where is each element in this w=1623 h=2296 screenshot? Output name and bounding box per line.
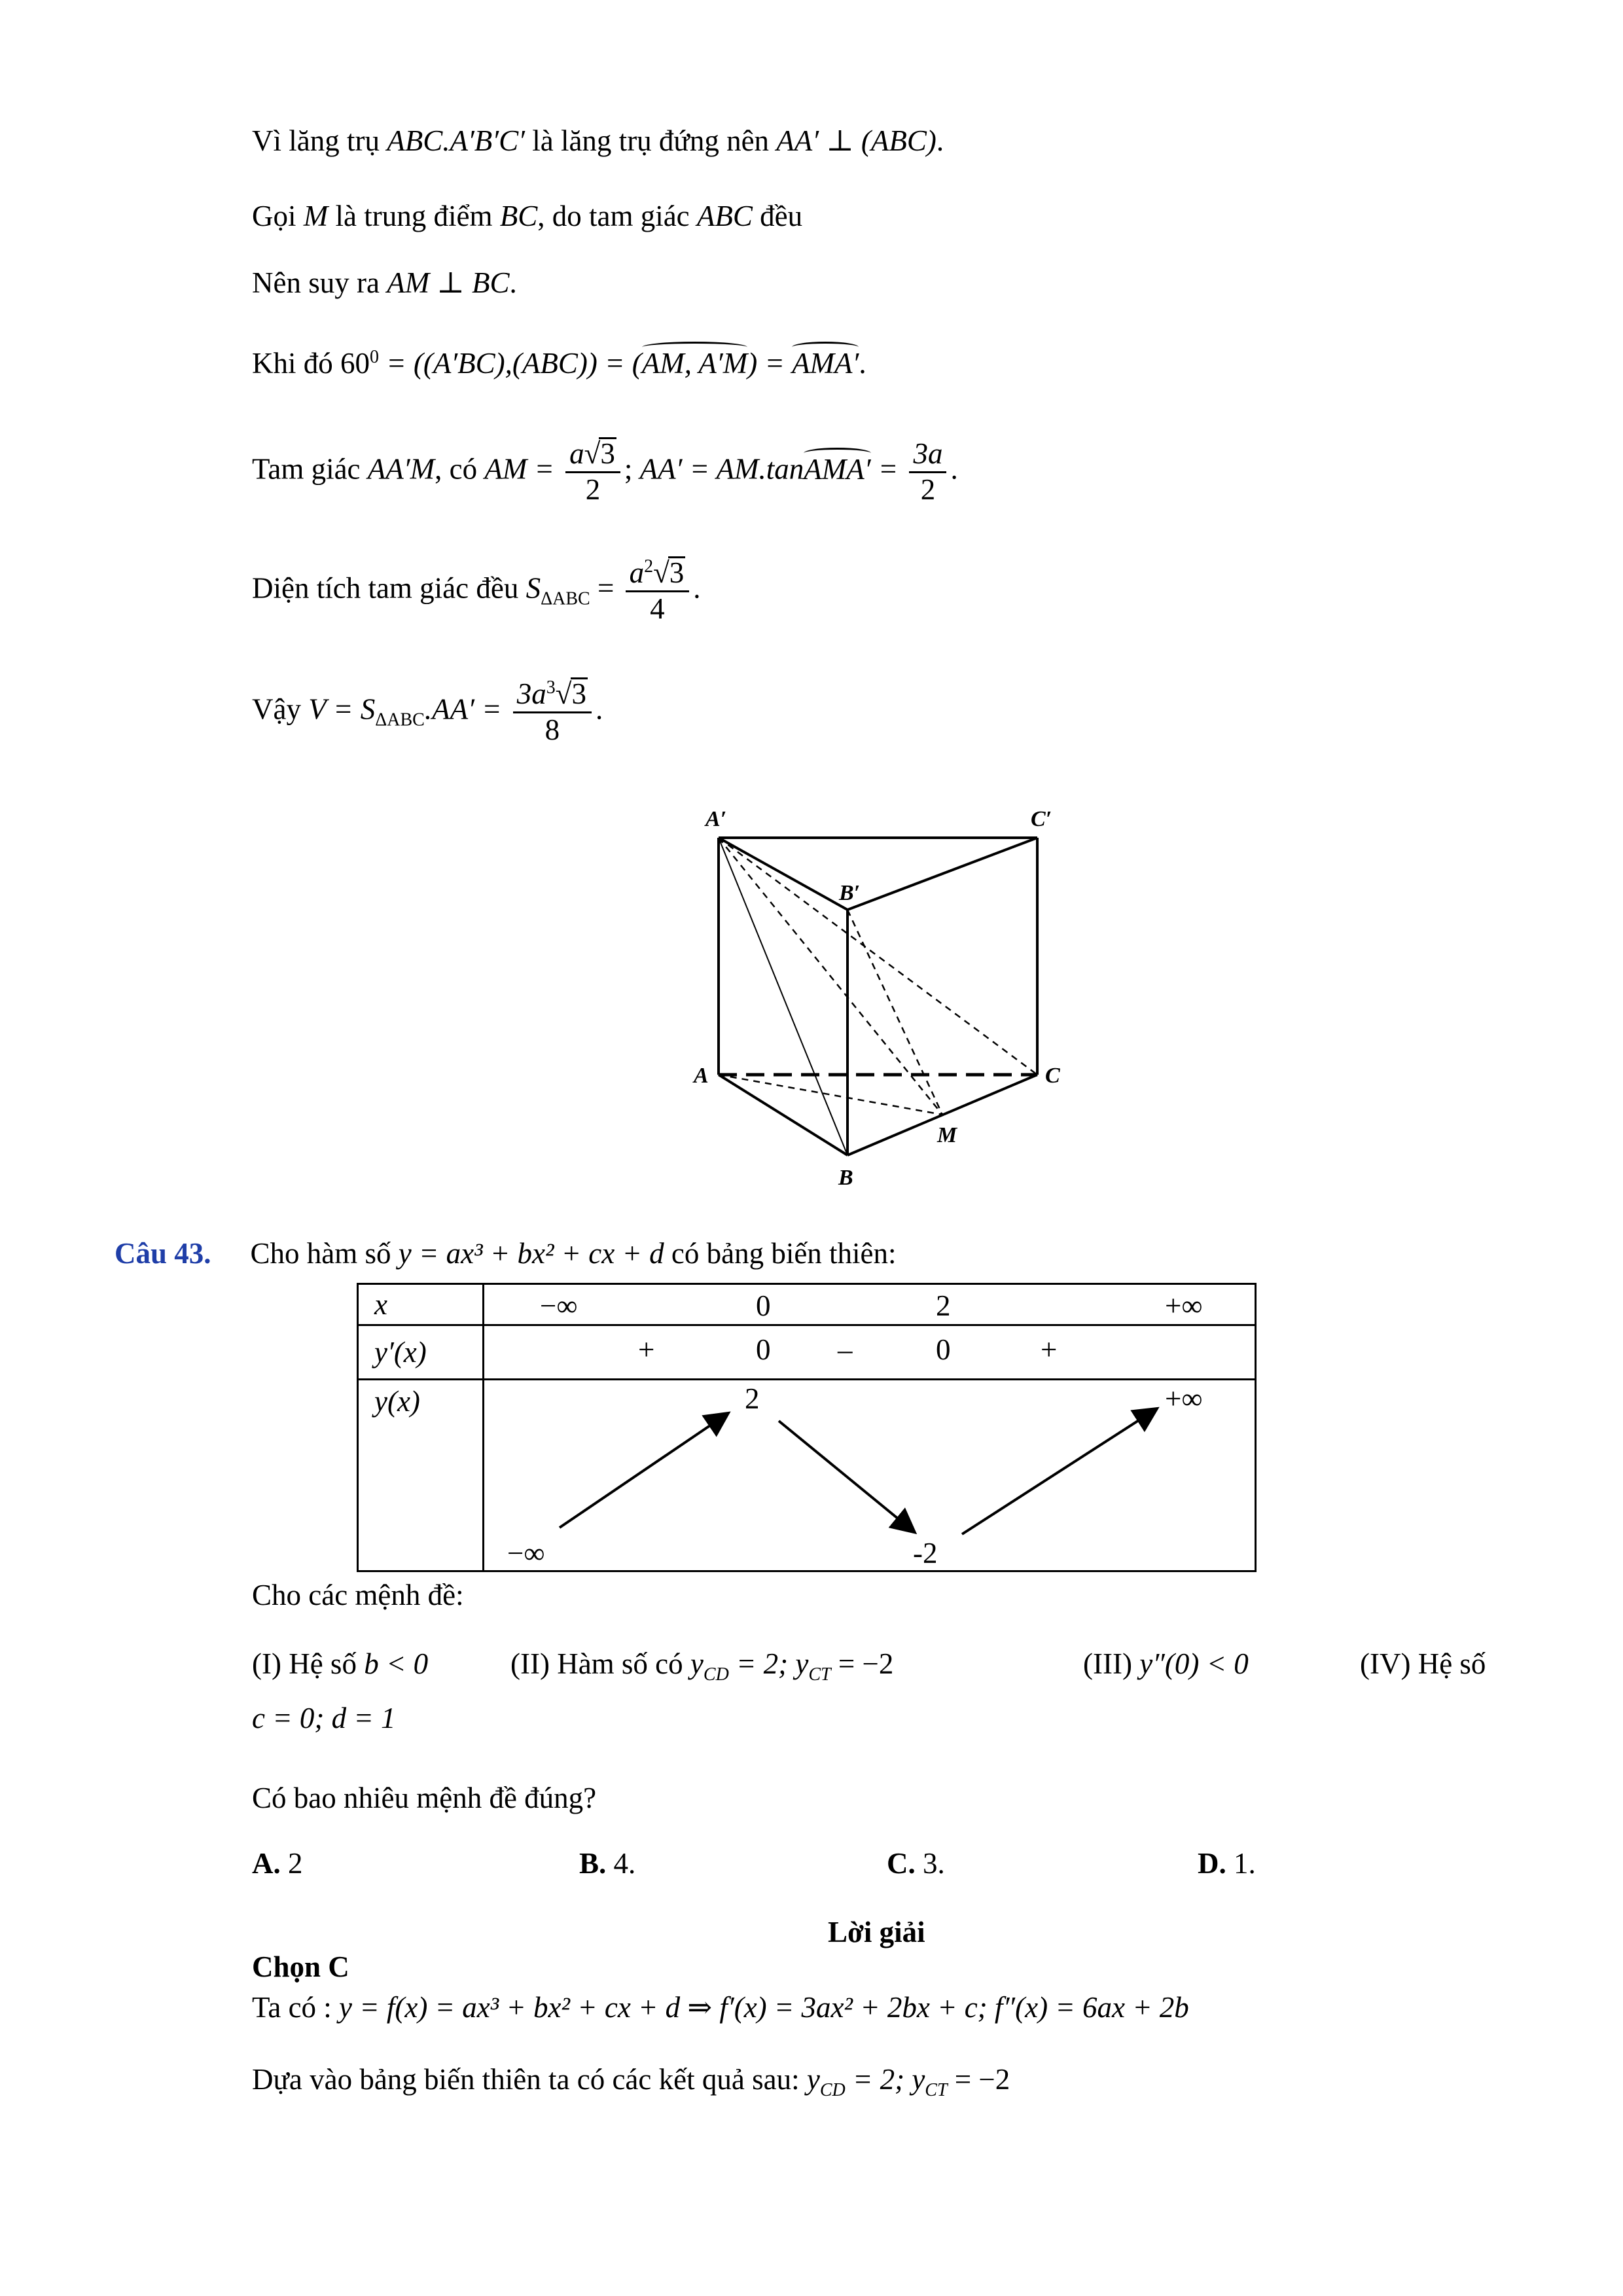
solution-line-3: Nên suy ra AM ⊥ BC. xyxy=(252,266,517,299)
segment-b1-m xyxy=(847,910,942,1115)
fraction-volume: $\frac{3a^3√3}{8}$ xyxy=(513,677,592,747)
statement-2: (II) Hàm số có $y_{CD} = 2$; $y_{CT} = -2$ xyxy=(510,1647,894,1685)
y-minus-inf: −∞ xyxy=(507,1537,545,1570)
label-c: C xyxy=(1045,1064,1060,1088)
segment-a1-b xyxy=(719,838,847,1155)
solution-line-6: Diện tích tam giác đều $S_{\Delta ABC}$ = $\frac{a^2√3}{4}$ . xyxy=(252,556,701,625)
question-prompt: Có bao nhiêu mệnh đề đúng? xyxy=(252,1782,597,1814)
label-a: A xyxy=(694,1064,709,1088)
x-two: 2 xyxy=(936,1289,951,1322)
statements-intro: Cho các mệnh đề: xyxy=(252,1579,464,1611)
statement-3: (III) y″(0) < 0 xyxy=(1083,1647,1249,1680)
answer-label: Chọn C xyxy=(252,1950,349,1983)
sign-plus-1: + xyxy=(638,1333,655,1366)
choice-c[interactable]: C. 3. xyxy=(887,1847,945,1880)
choice-b[interactable]: B. 4. xyxy=(579,1847,636,1880)
label-m: M xyxy=(937,1123,957,1147)
yp-zero-1: 0 xyxy=(756,1333,771,1366)
fraction-aa: $\frac{3a}{2}$ xyxy=(909,437,946,507)
sign-plus-2: + xyxy=(1041,1333,1058,1366)
prism-figure xyxy=(654,792,1099,1211)
statement-4-cont: c = 0; d = 1 xyxy=(252,1702,396,1734)
fraction-am: $\frac{a√3}{2}$ xyxy=(565,437,620,507)
variation-arrows xyxy=(484,1380,1276,1570)
y-max-value: 2 xyxy=(745,1382,760,1415)
yp-zero-2: 0 xyxy=(936,1333,951,1366)
y-min-value: -2 xyxy=(913,1537,938,1570)
sign-minus: – xyxy=(838,1333,853,1366)
question-number: Câu 43. xyxy=(115,1237,211,1270)
label-c-prime: C′ xyxy=(1031,807,1052,831)
solution-line-5: Tam giác AA′M, có AM = $\frac{a√3}{2}$ ; AA′ = AM.tanAMA′ = $\frac{3a}{2}$ . xyxy=(252,437,958,506)
solution-title: Lời giải xyxy=(828,1916,925,1948)
row-y-prime xyxy=(358,1325,1256,1380)
row-x-label: x xyxy=(358,1284,484,1325)
row-x xyxy=(358,1284,1256,1325)
label-a-prime: A′ xyxy=(705,807,727,831)
x-zero: 0 xyxy=(756,1289,771,1322)
x-minus-inf: −∞ xyxy=(540,1289,578,1322)
arrow-down xyxy=(779,1421,913,1531)
row-y xyxy=(358,1380,1256,1571)
solution-43-line-1: Ta có : y = f(x) = ax³ + bx² + cx + d ⇒ f′(x) = 3ax² + 2bx + c; f″(x) = 6ax + 2b xyxy=(252,1991,1189,2024)
edge-a1-b1 xyxy=(719,838,847,910)
label-b: B xyxy=(838,1166,853,1190)
row-y-label: y(x) xyxy=(358,1380,484,1571)
fraction-area: $\frac{a^2√3}{4}$ xyxy=(626,556,690,626)
arrow-up-2 xyxy=(962,1410,1155,1534)
statement-1: (I) Hệ số b < 0 xyxy=(252,1647,429,1680)
solution-line-2: Gọi M là trung điểm BC, do tam giác ABC đều xyxy=(252,200,803,232)
arrow-up-1 xyxy=(560,1414,726,1528)
y-plus-inf: +∞ xyxy=(1165,1382,1203,1415)
solution-line-1: Vì lăng trụ ABC.A′B′C′ là lăng trụ đứng nên AA′ ⊥ (ABC). xyxy=(252,124,944,157)
solution-line-4: Khi đó $60^0 = ((A'BC),(ABC)) = (AM$, A′M) = AMA′. xyxy=(252,347,866,380)
choice-a[interactable]: A. 2 xyxy=(252,1847,303,1880)
statement-4: (IV) Hệ số xyxy=(1360,1647,1486,1680)
solution-43-line-2: Dựa vào bảng biến thiên ta có các kết quả sau: $y_{CD} = 2$; $y_{CT} = -2$ xyxy=(252,2063,1010,2100)
edge-b1-c1 xyxy=(847,838,1037,910)
row-yp-label: y′(x) xyxy=(358,1325,484,1380)
label-b-prime: B′ xyxy=(839,881,861,905)
x-plus-inf: +∞ xyxy=(1165,1289,1203,1322)
edge-a-b xyxy=(719,1075,847,1155)
choice-d[interactable]: D. 1. xyxy=(1198,1847,1256,1880)
solution-line-7: Vậy $V = S_{\Delta ABC}.AA'$ = $\frac{3a^3√3}{8}$ . xyxy=(252,677,603,746)
question-43-stem: Câu 43. Cho hàm số y = ax³ + bx² + cx + d có bảng biến thiên: xyxy=(115,1237,897,1270)
variation-table xyxy=(357,1283,1257,1572)
